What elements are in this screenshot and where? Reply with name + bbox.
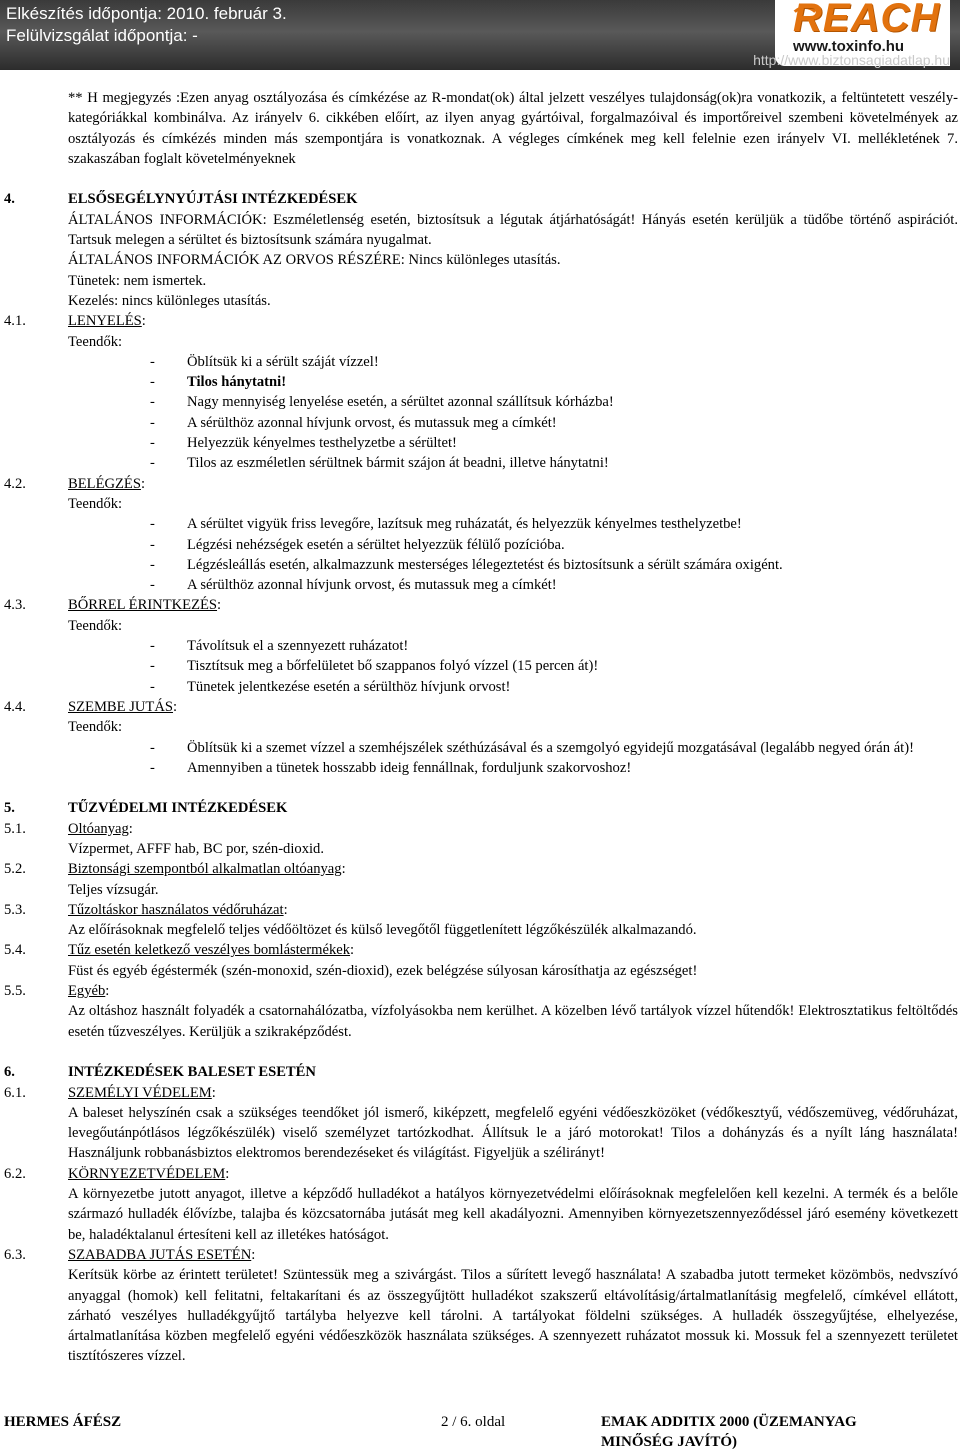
general-info: ÁLTALÁNOS INFORMÁCIÓK: Eszméletlenség esetén, biztosítsuk a légutak átjárhatóságát! Hányás esetén kerüljük a tüdőbe történő aspirációt. Tartsuk melegen a sérültet és biztosítsunk számára nyugalmat. — [68, 211, 958, 249]
subsection-4-1: 4.1. LENYELÉS: — [0, 311, 960, 331]
subsection-6-3: 6.3. SZABADBA JUTÁS ESETÉN: Kerítsük körbe az érintett területet! Szüntessük meg a szivárgást. Tilos a sűrített levegő használata! A szabadba jutott termeket közömbös, nedvszívó anyaggal (homok) kell felitatni, feltakarítani és az összegyűjtött hulladékot szakszerű eltávolításig/ártalmatlanításig megfelelő, címkével ellátott, zárható veszélyes hulladékgyűjtő tartályba helyezve kell tárolni. A tartályokat földelni szükséges. A hulladék összegyűjtése, elhelyezése, ártalmatlanítása közben megfelelő egyéni védőeszközök használata szükséges. A szennyezett ruházatot mossuk ki. Mossuk fel a szennyezett területet tisztítószeres vízzel. — [0, 1245, 960, 1367]
list-item: - Öblítsük ki a szemet vízzel a szemhéjszélek széthúzásával és a szemgolyó egyidejű mozgatásával (legalább negyed órán át)! — [150, 739, 914, 756]
todo-label: Teendők: — [68, 333, 123, 350]
section-4-heading — [0, 189, 960, 209]
subsection-title: Biztonsági szempontból alkalmatlan oltóanyag — [68, 861, 342, 878]
section-5-heading — [0, 798, 960, 818]
todo-label: Teendők: — [68, 495, 123, 512]
bullet-dash: - — [150, 374, 155, 391]
subsection-5-2: 5.2. Biztonsági szempontból alkalmatlan oltóanyag: Teljes vízsugár. — [0, 859, 960, 900]
subsection-text: Az előírásoknak megfelelő teljes védőöltözet és külső levegőtől függetlenített légzőkészülék alkalmazandó. — [68, 922, 697, 939]
list-item: - A sérülthöz azonnal hívjunk orvost, és mutassuk meg a címkét! — [150, 413, 960, 433]
subsection-title: SZABADBA JUTÁS ESETÉN — [68, 1246, 252, 1263]
subsection-title: Tűz esetén keletkező veszélyes bomlástermékek — [68, 942, 351, 959]
list-item: - Öblítsük ki a sérült száját vízzel! — [150, 352, 960, 372]
list-item: - Helyezzük kényelmes testhelyzetbe a sérültet! — [150, 433, 960, 453]
doctor-info: ÁLTALÁNOS INFORMÁCIÓK AZ ORVOS RÉSZÉRE: Nincs különleges utasítás. — [68, 252, 561, 269]
subsection-6-2: 6.2. KÖRNYEZETVÉDELEM: A környezetbe jutott anyagot, illetve a képződő hulladékot a hatályos környezetvédelmi előírásoknak megfelelően kell kezelni. A termék és a belőle származó hulladék élővízbe, talajba és közcsatornába jutását meg kell akadályozni. Amennyiben környezetszennyeződéssel járó esemény következett be, haladéktalanul értesíteni kell az illetékes hatóságot. — [0, 1164, 960, 1245]
section-title: INTÉZKEDÉSEK BALESET ESETÉN — [68, 1064, 316, 1081]
logo-url: www.toxinfo.hu — [793, 38, 905, 55]
subsection-title: LENYELÉS — [68, 313, 142, 330]
bullet-dash: - — [150, 414, 155, 431]
bullet-dash: - — [150, 353, 155, 370]
subsection-text: Az oltáshoz használt folyadék a csatornahálózatba, vízfolyásokba nem kerülhet. A közelben lévő tartályok vízzel hűtendők! Elektrosztatikus feltöltődés esetén tűzveszélyes. Kerüljük a szikraképződést. — [68, 1003, 958, 1040]
subsection-4-4: 4.4. SZEMBE JUTÁS: — [0, 697, 960, 717]
section-number: 5. — [4, 800, 15, 817]
page-number: 2 / 6. oldal — [441, 1414, 506, 1430]
subsection-number: 4.3. — [4, 597, 26, 614]
list-item: - Tisztítsuk meg a bőrfelületet bő szappanos folyó vízzel (15 percen át)! — [150, 658, 599, 675]
subsection-number: 4.1. — [4, 313, 26, 330]
bullet-dash: - — [150, 435, 155, 452]
header-dates — [6, 3, 287, 47]
subsection-title: SZEMÉLYI VÉDELEM — [68, 1084, 212, 1101]
list-item: - A sérülthöz azonnal hívjunk orvost, és mutassuk meg a címkét! — [150, 577, 557, 594]
subsection-title: Oltóanyag — [68, 820, 129, 837]
todo-label: Teendők: — [68, 617, 123, 634]
list-item: - Nagy mennyiség lenyelése esetén, a sérültet azonnal szállítsuk kórházba! — [150, 392, 960, 412]
list-item: - Tilos hánytatni! — [150, 372, 960, 392]
subsection-text: A környezetbe jutott anyagot, illetve a képződő hulladékot a hatályos környezetvédelmi előírásoknak megfelelően kell kezelni. A termék és a belőle származó hulladék élővízbe, talajba és közcsatornába jutását meg kell akadályozni. Amennyiben környezetszennyeződéssel járó esemény következett be, haladéktalanul értesíteni kell az illetékes hatóságot. — [68, 1186, 958, 1243]
list-item: - Amennyiben a tünetek hosszabb ideig fennállnak, forduljunk szakorvoshoz! — [150, 759, 632, 776]
list-item: - Légzésleállás esetén, alkalmazzunk mesterséges lélegeztetést és biztosítsunk a sérült számára oxigént. — [150, 556, 783, 573]
subsection-text: A baleset helyszínén csak a szükséges teendőket jól ismerő, kiképzett, megfelelő egyéni védőeszközöket (védőkesztyű, védőszemüveg, védőruházat, levegőutánpótlásos légzőkészülék) viselő személyzet tartózkodhat. Állítsuk le a járó motorokat! Tilos a dohányzás és a nyílt láng használata! Használjunk robbanásbiztos elektromos berendezéseket és világítást. Figyeljük a szélirányt! — [68, 1104, 958, 1162]
section-number: 6. — [4, 1064, 15, 1081]
subsection-6-1: 6.1. SZEMÉLYI VÉDELEM: A baleset helyszínén csak a szükséges teendőket jól ismerő, kiképzett, megfelelő egyéni védőeszközöket (védőkesztyű, védőszemüveg, védőruházat, levegőutánpótlásos légzőkészülék) viselő személyzet tartózkodhat. Állítsuk le a járó motorokat! Tilos a dohányzás és a nyílt láng használata! Használjunk robbanásbiztos elektromos berendezéseket és világítást. Figyeljük a szélirányt! — [0, 1083, 960, 1164]
footer-company: HERMES ÁFÉSZ — [4, 1414, 122, 1430]
symptoms: Tünetek: nem ismertek. — [68, 272, 207, 289]
subsection-text: Vízpermet, AFFF hab, BC por, szén-dioxid. — [68, 840, 325, 857]
subsection-title: BELÉGZÉS — [68, 475, 141, 492]
subsection-5-4: 5.4. Tűz esetén keletkező veszélyes bomlástermékek: Füst és egyéb égéstermék (szén-monoxid, szén-dioxid), ezek belégzése súlyosan károsíthatja az egészséget! — [0, 940, 960, 981]
section-6-heading — [0, 1062, 960, 1082]
subsection-text: Kerítsük körbe az érintett területet! Szüntessük meg a szivárgást. Tilos a sűrített levegő használata! A szabadba jutott termeket közömbös, nedvszívó anyaggal (homok) kell felitatni, feltakarítani és az összegyűjtött hulladékot szakszerű eltávolításig/ártalmatlanításig megfelelő, címkével ellátott, zárható veszélyes hulladékgyűjtő tartályba helyezve kell tárolni. A tartályokat földelni szükséges. A hulladék összegyűjtése, elhelyezése, ártalmatlanítása közben megfelelő egyéni védőeszközök használata szükséges. A szennyezett ruházatot mossuk ki. Mossuk fel a szennyezett területet tisztítószeres vízzel. — [68, 1267, 958, 1365]
subsection-number: 4.4. — [4, 698, 26, 715]
subsection-title: BŐRREL ÉRINTKEZÉS — [68, 597, 218, 614]
site-url: http://www.biztonsagiadatlap.hu — [753, 52, 950, 68]
list-item: - A sérültet vigyük friss levegőre, lazítsuk meg ruházatát, és helyezzük kényelmes testhelyzetbe! — [150, 516, 742, 533]
subsection-5-1: 5.1. Oltóanyag: Vízpermet, AFFF hab, BC por, szén-dioxid. — [0, 819, 960, 860]
document-body — [0, 88, 960, 1367]
bullet-dash: - — [150, 394, 155, 411]
review-date: Felülvizsgálat időpontja: - — [6, 26, 198, 45]
bullet-dash: - — [150, 455, 155, 472]
todo-label: Teendők: — [68, 719, 123, 736]
section-title: TŰZVÉDELMI INTÉZKEDÉSEK — [68, 800, 288, 817]
preparation-date: Elkészítés időpontja: 2010. február 3. — [6, 4, 287, 23]
subsection-text: Füst és egyéb égéstermék (szén-monoxid, szén-dioxid), ezek belégzése súlyosan károsíthatja az egészséget! — [68, 962, 698, 979]
subsection-4-3: 4.3. BŐRREL ÉRINTKEZÉS: — [0, 595, 960, 615]
subsection-5-3: 5.3. Tűzoltáskor használatos védőruházat: Az előírásoknak megfelelő teljes védőöltözet és külső levegőtől függetlenített légzőkészülék alkalmazandó. — [0, 900, 960, 941]
h-note-paragraph: ** H megjegyzés :Ezen anyag osztályozása és címkézése az R-mondat(ok) által jelzett veszélyes tulajdonság(ok)ra vonatkozik, a feltüntetett veszély-kategóriákkal kombinálva. Az irányelv 6. cikkében előírt, az ilyen anyag gyártóival, forgalmazóival és importőreivel szembeni követelmények az osztályozás és címkézés minden más szempontjára is vonatkoznak. A végleges címkének meg kell felelnie ezen irányelv VI. mellékletének 7. szakaszában foglalt követelményeknek — [68, 90, 958, 167]
section-number: 4. — [4, 191, 15, 208]
list-item: - Tünetek jelentkezése esetén a sérülthöz hívjunk orvost! — [150, 678, 511, 695]
logo-text: REACH — [793, 0, 941, 40]
section-title: ELSŐSEGÉLYNYÚJTÁSI INTÉZKEDÉSEK — [68, 191, 358, 208]
footer-product: EMAK ADDITIX 2000 (ÜZEMANYAG MINŐSÉG JAVÍTÓ) — [601, 1414, 857, 1450]
treatment: Kezelés: nincs különleges utasítás. — [68, 292, 271, 309]
list-item: - Távolítsuk el a szennyezett ruházatot! — [150, 638, 409, 655]
page-header — [0, 0, 960, 70]
subsection-number: 4.2. — [4, 475, 26, 492]
subsection-title: SZEMBE JUTÁS — [68, 698, 174, 715]
list-item: - Légzési nehézségek esetén a sérültet helyezzük félülő pozícióba. — [150, 536, 565, 553]
subsection-title: KÖRNYEZETVÉDELEM — [68, 1165, 226, 1182]
list-item: - Tilos az eszméletlen sérültnek bármit szájon át beadni, illetve hánytatni! — [150, 453, 960, 473]
subsection-title: Tűzoltáskor használatos védőruházat — [68, 901, 284, 918]
subsection-4-2: 4.2. BELÉGZÉS: — [0, 474, 960, 494]
subsection-5-5: 5.5. Egyéb: Az oltáshoz használt folyadék a csatornahálózatba, vízfolyásokba nem kerülhet. A közelben lévő tartályok vízzel hűtendők! Elektrosztatikus feltöltődés esetén tűzveszélyes. Kerüljük a szikraképződést. — [0, 981, 960, 1042]
subsection-title: Egyéb — [68, 983, 106, 1000]
subsection-text: Teljes vízsugár. — [68, 881, 159, 898]
